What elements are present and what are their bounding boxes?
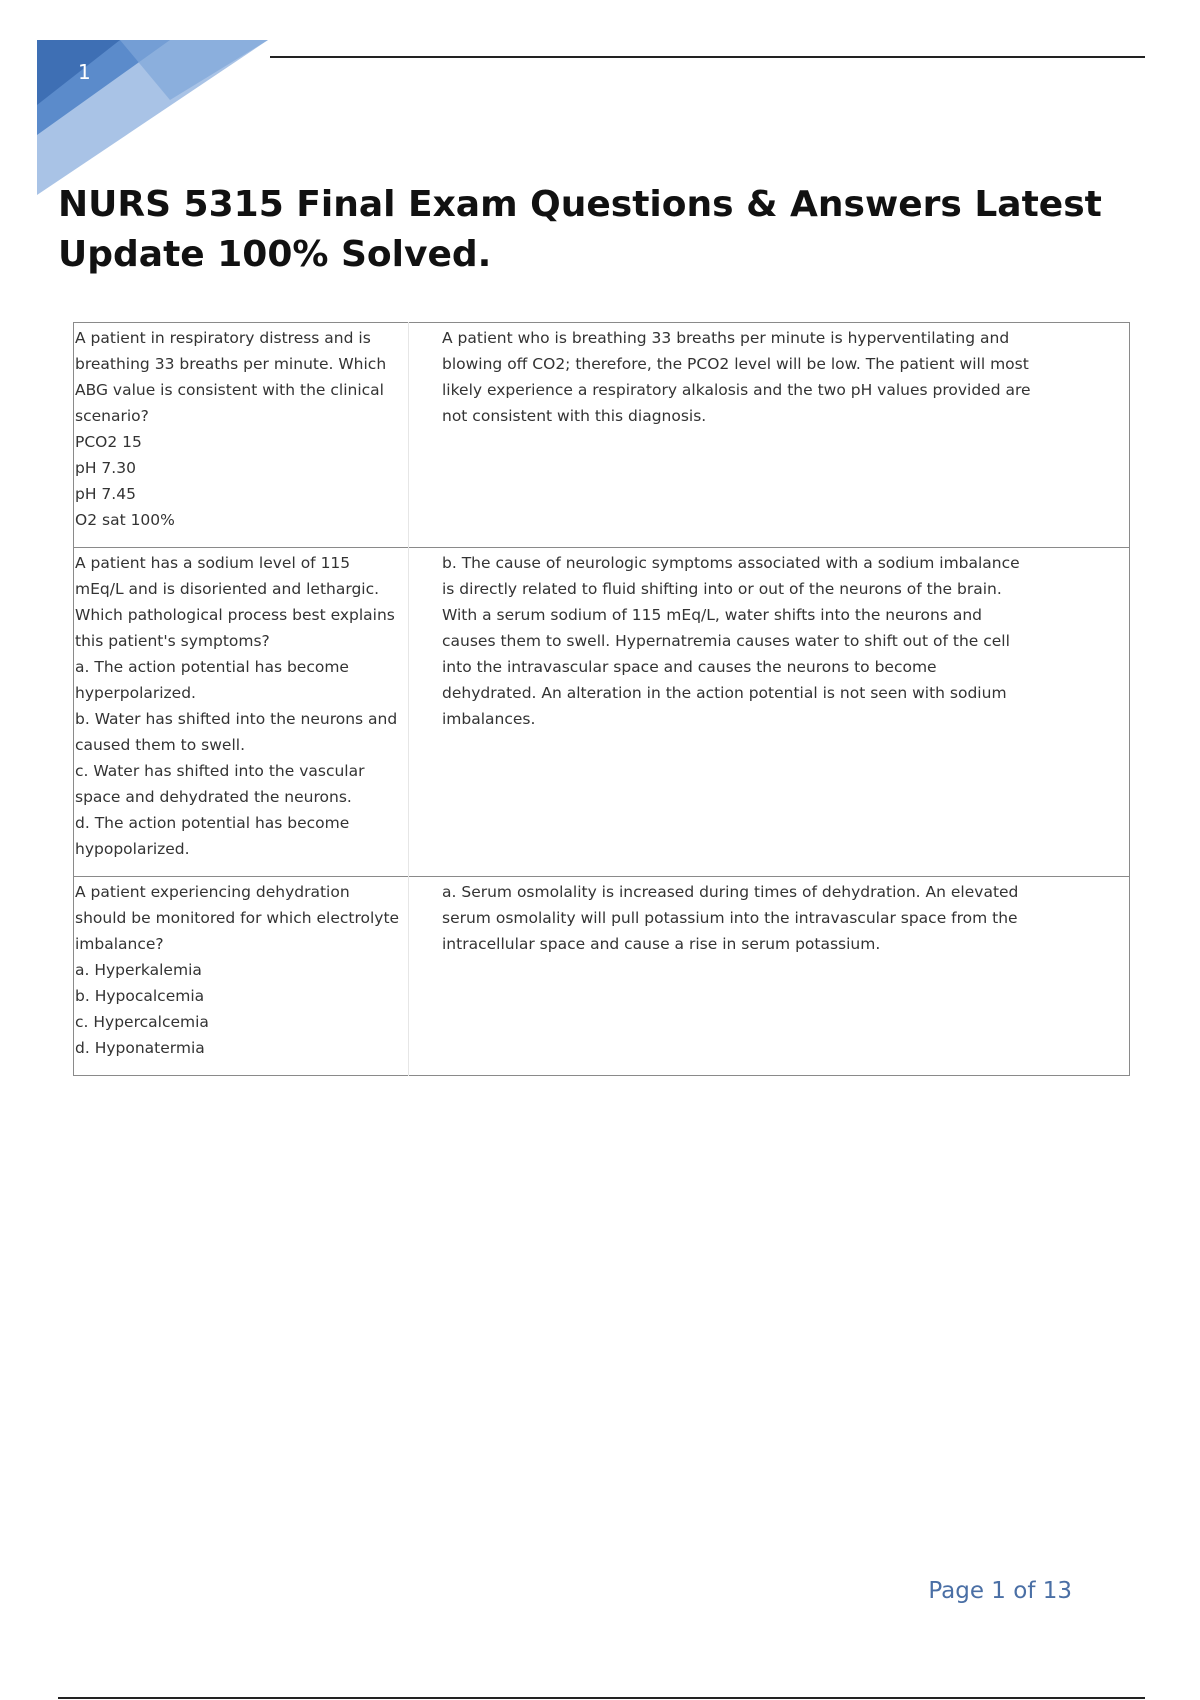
- question-cell: [74, 323, 409, 548]
- question-cell: [74, 548, 409, 877]
- corner-decoration: [0, 0, 280, 210]
- question-text: A patient has a sodium level of 115 mEq/L and is disoriented and lethargic. Which pathological process best explains this patient's symptoms?: [75, 554, 395, 650]
- option-item: d. The action potential has become hypopolarized.: [75, 814, 350, 858]
- table-row: [74, 877, 1130, 1076]
- question-text: A patient experiencing dehydration should be monitored for which electrolyte imbalance?: [75, 883, 400, 953]
- option-item: c. Water has shifted into the vascular space and dehydrated the neurons.: [75, 762, 365, 806]
- table-row: [74, 548, 1130, 877]
- option-item: O2 sat 100%: [75, 511, 175, 529]
- option-item: d. Hyponatermia: [75, 1039, 205, 1057]
- option-item: b. Hypocalcemia: [75, 987, 205, 1005]
- question-text: A patient in respiratory distress and is breathing 33 breaths per minute. Which ABG value is consistent with the clinical scenario?: [75, 329, 387, 425]
- document-title: NURS 5315 Final Exam Questions & Answers Latest Update 100% Solved.: [58, 184, 1102, 275]
- answer-cell: b. The cause of neurologic symptoms associated with a sodium imbalance is directly related to fluid shifting into or out of the neurons of the brain. With a serum sodium of 115 mEq/L, water shifts into the neurons and causes them to swell. Hypernatremia causes water to shift out of the cell into the intravascular space and causes the neurons to become dehydrated. An alteration in the action potential is not seen with sodium imbalances.: [409, 548, 1130, 877]
- header-rule: [270, 56, 1145, 58]
- option-item: a. The action potential has become hyperpolarized.: [75, 658, 349, 702]
- page-number-badge: 1: [78, 60, 91, 84]
- table-row: [74, 323, 1130, 548]
- option-item: pH 7.30: [75, 459, 136, 477]
- option-item: a. Hyperkalemia: [75, 961, 202, 979]
- option-item: PCO2 15: [75, 433, 142, 451]
- footer-rule: [58, 1697, 1145, 1699]
- answer-cell: A patient who is breathing 33 breaths per minute is hyperventilating and blowing off CO2; therefore, the PCO2 level will be low. The patient will most likely experience a respiratory alkalosis and the two pH values provided are not consistent with this diagnosis.: [442, 329, 1031, 425]
- question-cell: [74, 877, 409, 1076]
- option-item: b. Water has shifted into the neurons and caused them to swell.: [75, 710, 398, 754]
- qa-table: [73, 322, 1130, 1076]
- option-item: c. Hypercalcemia: [75, 1013, 209, 1031]
- option-item: pH 7.45: [75, 485, 136, 503]
- answer-cell: a. Serum osmolality is increased during times of dehydration. An elevated serum osmolality will pull potassium into the intravascular space from the intracellular space and cause a rise in serum potassium.: [409, 877, 1130, 1076]
- page-indicator: Page 1 of 13: [928, 1578, 1072, 1604]
